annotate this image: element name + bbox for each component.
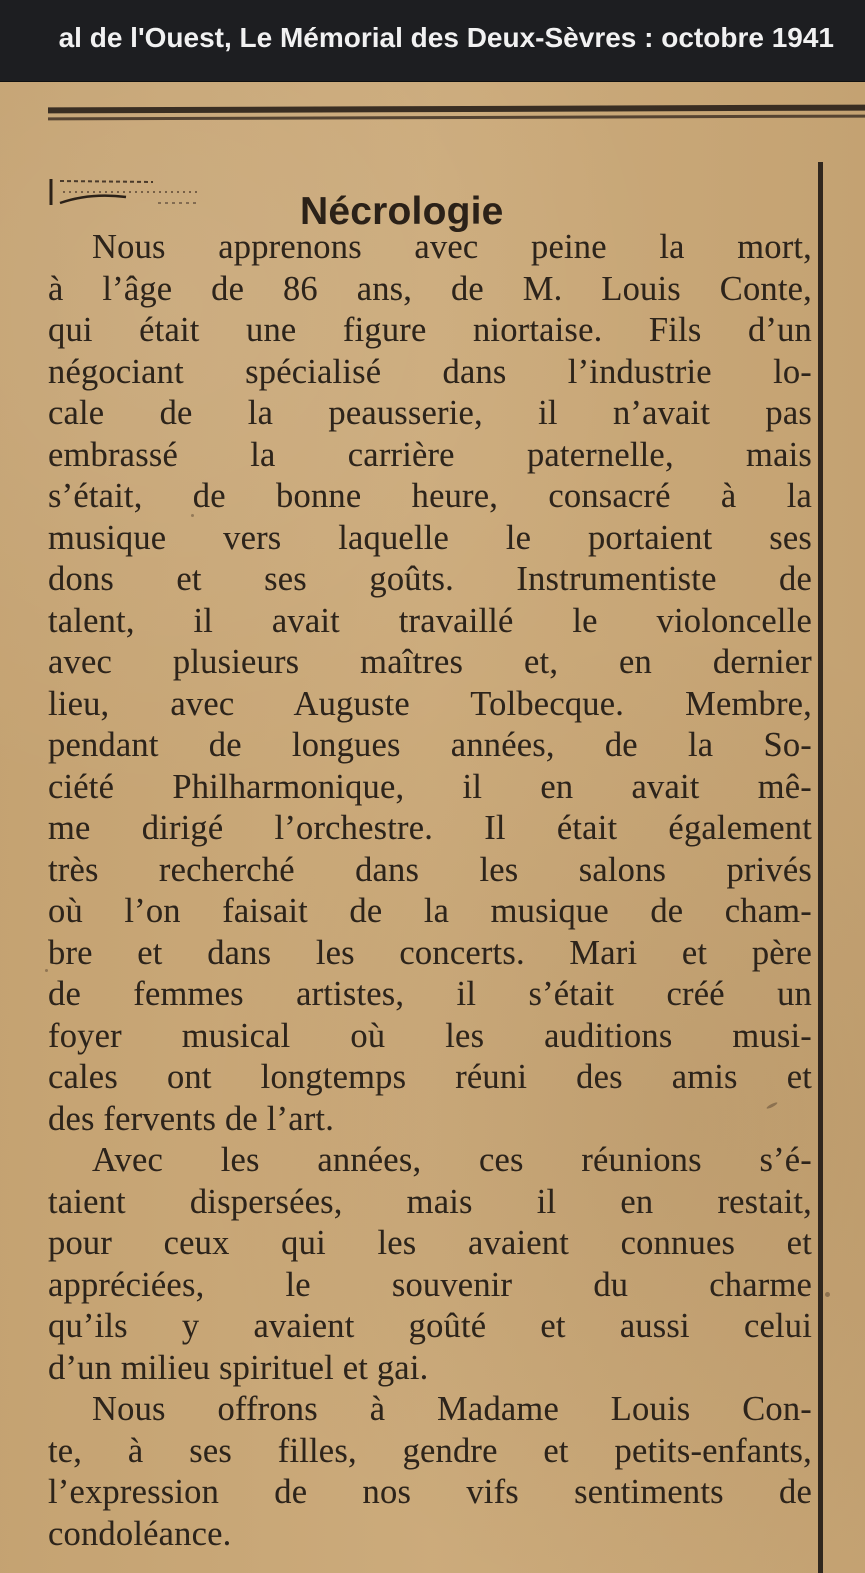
article-heading: Nécrologie <box>300 190 504 234</box>
top-divider-rule <box>48 105 865 124</box>
paragraph-one <box>48 227 812 1140</box>
article-line: avec plusieurs maîtres et, en dernier <box>48 643 812 681</box>
newspaper-page <box>0 82 865 1573</box>
paragraph-two <box>48 1140 812 1389</box>
article-line: Nous apprenons avec peine la mort, <box>92 228 812 266</box>
article-line: ciété Philharmonique, il en avait mê- <box>48 767 812 806</box>
column-divider-rule <box>818 162 823 1573</box>
article-line: dons et ses goûts. Instrumentiste de <box>48 560 812 598</box>
article-line: cales ont longtemps réuni des amis et <box>48 1058 812 1096</box>
article-line: l’expression de nos vifs sentiments de <box>48 1473 812 1511</box>
obituary-article <box>48 227 812 1555</box>
article-line: taient dispersées, mais il en restait, <box>48 1182 812 1221</box>
article-line: appréciées, le souvenir du charme <box>48 1265 812 1304</box>
article-line: pendant de longues années, de la So- <box>48 726 812 764</box>
paper-speck <box>45 969 48 972</box>
article-line: Avec les années, ces réunions s’é- <box>92 1141 812 1179</box>
paper-speck <box>825 1292 830 1297</box>
article-line: te, à ses filles, gendre et petits-enfants, <box>48 1431 812 1470</box>
article-line: condoléance. <box>48 1514 232 1553</box>
article-line: où l’on faisait de la musique de cham- <box>48 892 812 930</box>
window-title: al de l'Ouest, Le Mémorial des Deux-Sèvres : octobre 1941 <box>58 22 834 53</box>
article-line: musique vers laquelle le portaient ses <box>48 518 812 557</box>
article-line: qu’ils y avaient goûté et aussi celui <box>48 1307 812 1345</box>
article-line: qui était une figure niortaise. Fils d’un <box>48 311 812 349</box>
article-line: embrassé la carrière paternelle, mais <box>48 435 812 474</box>
article-line: pour ceux qui les avaient connues et <box>48 1224 812 1262</box>
paragraph-three <box>48 1389 812 1555</box>
paper-speck <box>191 514 194 517</box>
article-line: s’était, de bonne heure, consacré à la <box>48 477 812 515</box>
article-line: à l’âge de 86 ans, de M. Louis Conte, <box>48 269 812 308</box>
header-ornament <box>48 174 213 208</box>
article-line: des fervents de l’art. <box>48 1099 335 1138</box>
article-line: lieu, avec Auguste Tolbecque. Membre, <box>48 684 812 723</box>
article-line: cale de la peausserie, il n’avait pas <box>48 394 812 432</box>
article-line: très recherché dans les salons privés <box>48 850 812 889</box>
article-line: bre et dans les concerts. Mari et père <box>48 933 812 972</box>
article-line: talent, il avait travaillé le violoncelle <box>48 601 812 640</box>
article-line: Nous offrons à Madame Louis Con- <box>92 1390 812 1428</box>
article-line: de femmes artistes, il s’était créé un <box>48 975 812 1013</box>
article-line: négociant spécialisé dans l’industrie lo- <box>48 352 812 391</box>
article-line: me dirigé l’orchestre. Il était également <box>48 809 812 847</box>
article-line: d’un milieu spirituel et gai. <box>48 1348 429 1387</box>
window-title-bar <box>0 0 865 82</box>
article-line: foyer musical où les auditions musi- <box>48 1016 812 1055</box>
